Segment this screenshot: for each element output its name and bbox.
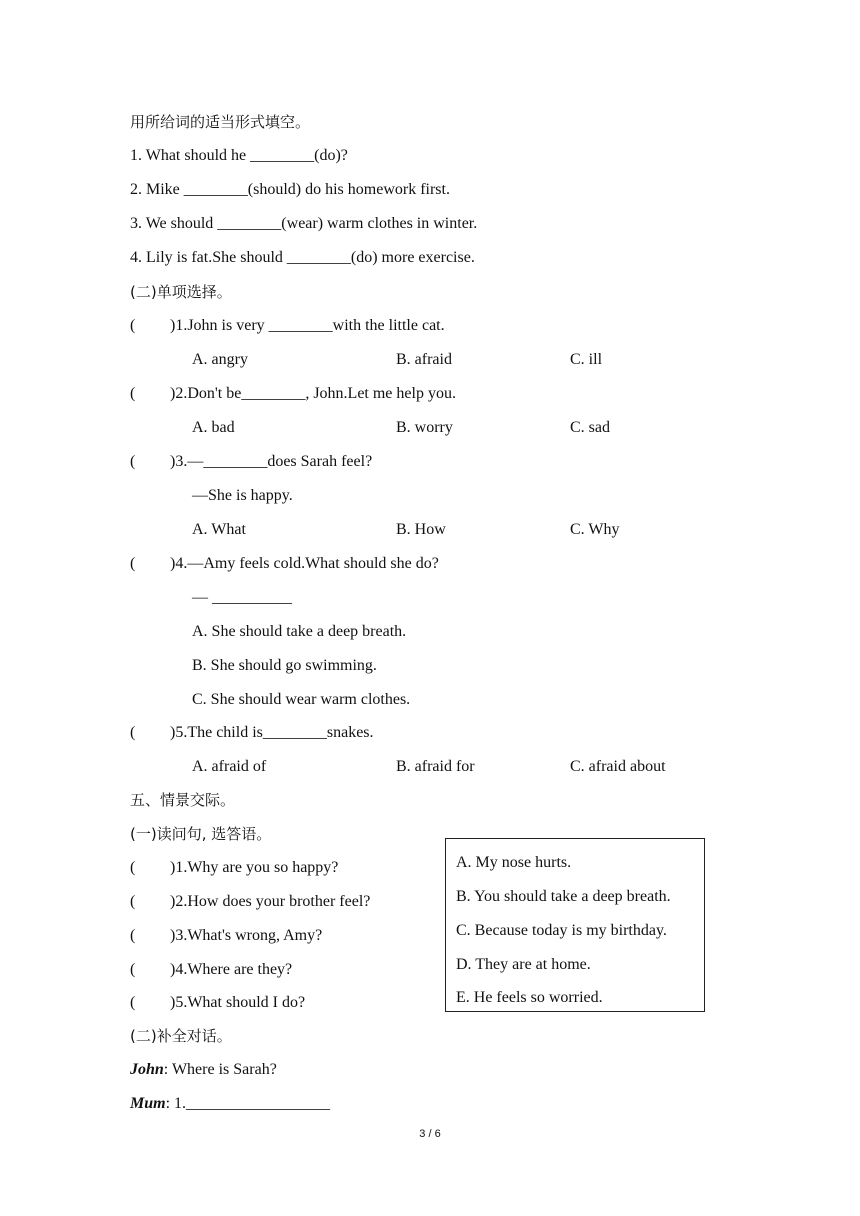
mc-q3-paren: (: [130, 453, 136, 470]
mc-q2-option-c: C. sad: [570, 419, 610, 436]
mc-q2-option-b: B. worry: [396, 419, 453, 436]
match-q3-paren: (: [130, 927, 136, 944]
speaker-mum: Mum: [130, 1095, 166, 1112]
fill-blank-item-2: 2. Mike ________(should) do his homework first.: [130, 181, 450, 198]
mc-q4-paren: (: [130, 555, 136, 572]
fill-blank-instruction: 用所给词的适当形式填空。: [130, 113, 311, 131]
mc-q3-stem: )3.—________does Sarah feel?: [170, 453, 373, 470]
mc-q3-option-a: A. What: [192, 521, 246, 538]
match-q1-paren: (: [130, 859, 136, 876]
match-q1: )1.Why are you so happy?: [170, 859, 339, 876]
match-heading: (一)读问句, 选答语。: [130, 825, 272, 843]
fill-blank-item-4: 4. Lily is fat.She should ________(do) more exercise.: [130, 249, 475, 266]
match-q5: )5.What should I do?: [170, 994, 306, 1011]
mc-q5-option-c: C. afraid about: [570, 758, 666, 775]
dialogue-line-1: [130, 1060, 277, 1080]
match-q2: )2.How does your brother feel?: [170, 893, 371, 910]
match-q2-paren: (: [130, 893, 136, 910]
mc-q5-paren: (: [130, 724, 136, 741]
answer-option-e: E. He feels so worried.: [456, 989, 603, 1006]
match-q5-paren: (: [130, 994, 136, 1011]
mc-q4-option-b: B. She should go swimming.: [192, 657, 377, 674]
fill-blank-item-3: 3. We should ________(wear) warm clothes in winter.: [130, 215, 478, 232]
answer-option-c: C. Because today is my birthday.: [456, 922, 667, 939]
match-q3: )3.What's wrong, Amy?: [170, 927, 323, 944]
mc-q1-option-b: B. afraid: [396, 351, 452, 368]
answer-options-box: [445, 838, 705, 1012]
dialogue-line-2-text: : 1.__________________: [165, 1095, 331, 1112]
situational-heading: 五、情景交际。: [130, 791, 236, 809]
mc-q4-stem: )4.—Amy feels cold.What should she do?: [170, 555, 439, 572]
answer-option-d: D. They are at home.: [456, 956, 591, 973]
mc-q4-option-c: C. She should wear warm clothes.: [192, 691, 411, 708]
mc-q4-option-a: A. She should take a deep breath.: [192, 623, 407, 640]
answer-option-b: B. You should take a deep breath.: [456, 888, 671, 905]
mc-q3-option-c: C. Why: [570, 521, 620, 538]
mc-q4-answer-line: — __________: [192, 589, 292, 606]
answer-option-a: A. My nose hurts.: [456, 854, 572, 871]
mc-q3-option-b: B. How: [396, 521, 446, 538]
mc-q1-option-c: C. ill: [570, 351, 603, 368]
mc-q2-stem: )2.Don't be________, John.Let me help you.: [170, 385, 456, 402]
match-q4-paren: (: [130, 961, 136, 978]
mc-q3-answer-line: —She is happy.: [192, 487, 293, 504]
mc-q2-paren: (: [130, 385, 136, 402]
dialogue-line-1-text: : Where is Sarah?: [163, 1061, 277, 1078]
mc-q1-option-a: A. angry: [192, 351, 248, 368]
dialogue-line-2: [130, 1094, 330, 1114]
mc-q1-paren: (: [130, 317, 136, 334]
match-q4: )4.Where are they?: [170, 961, 293, 978]
mc-q2-option-a: A. bad: [192, 419, 235, 436]
fill-blank-item-1: 1. What should he ________(do)?: [130, 147, 348, 164]
multiple-choice-heading: (二)单项选择。: [130, 283, 232, 301]
mc-q5-option-a: A. afraid of: [192, 758, 267, 775]
mc-q5-option-b: B. afraid for: [396, 758, 475, 775]
mc-q1-stem: )1.John is very ________with the little cat.: [170, 317, 445, 334]
mc-q5-stem: )5.The child is________snakes.: [170, 724, 374, 741]
page-number: 3 / 6: [419, 1128, 441, 1140]
dialogue-heading: (二)补全对话。: [130, 1027, 232, 1045]
speaker-john: John: [130, 1061, 164, 1078]
